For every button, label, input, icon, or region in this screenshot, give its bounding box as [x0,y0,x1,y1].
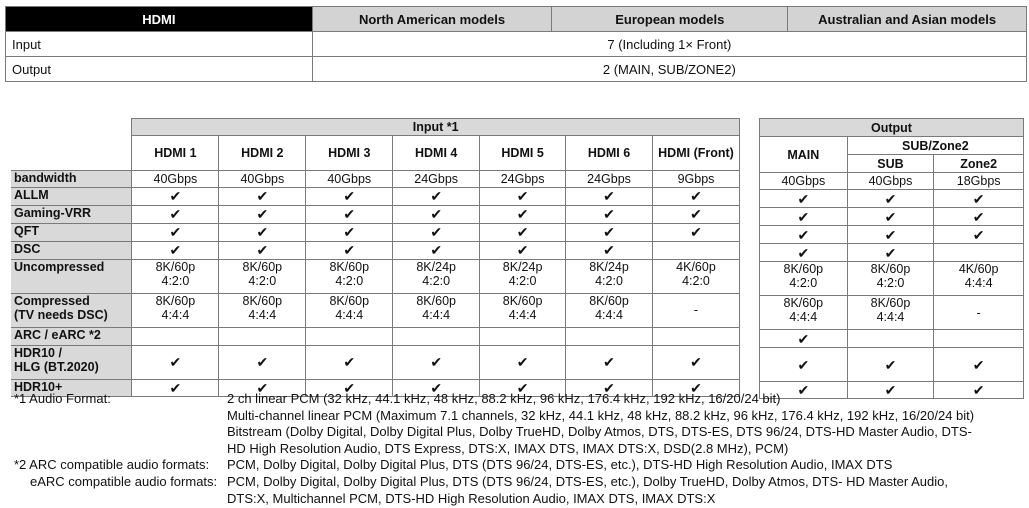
footnote-text [227,474,1027,507]
check-icon: ✔ [934,382,1024,399]
check-icon: ✔ [306,379,393,396]
input-cell: 40Gbps [219,170,306,187]
check-icon: ✔ [652,187,739,205]
input-cell: - [652,293,739,327]
footnote-key: *1 Audio Format: [14,391,111,406]
input-spec-table [11,118,740,397]
check-icon: ✔ [393,187,480,205]
input-cell: 8K/24p 4:2:0 [480,259,566,293]
check-icon: ✔ [652,223,739,241]
check-icon: ✔ [760,190,848,208]
corner-blank [11,136,132,171]
input-cell: 8K/24p 4:2:0 [393,259,480,293]
footnote-line: DTS:X, Multichannel PCM, DTS-HD High Resolution Audio, IMAX DTS, IMAX DTS:X [227,490,716,506]
summary-value-input: 7 (Including 1× Front) [312,32,1026,57]
input-cell: 24Gbps [393,170,480,187]
hdmi-summary-table [5,6,1027,82]
output-cell: 8K/60p 4:4:4 [760,296,848,330]
input-column-header: HDMI 5 [480,136,566,171]
check-icon: ✔ [760,382,848,399]
input-cell: 8K/60p 4:2:0 [306,259,393,293]
row-label: bandwidth [11,170,132,187]
output-subzone-header: SUB/Zone2 [847,137,1023,155]
output-data-row [760,226,1024,244]
input-group-label: Input *1 [132,119,740,136]
check-icon: ✔ [393,379,480,396]
input-columns-header-row [11,136,740,171]
output-data-row [760,208,1024,226]
footnote-line: Multi-channel linear PCM (Maximum 7.1 channels, 32 kHz, 44.1 kHz, 48 kHz, 88.2 kHz, 96 kHz, 176.4 kHz, 192 kHz, 16/20/24 bit) [227,407,975,423]
row-label: QFT [11,223,132,241]
check-icon: ✔ [132,345,219,379]
check-icon: ✔ [219,241,306,259]
check-icon: ✔ [480,223,566,241]
footnote-line: Bitstream (Dolby Digital, Dolby Digital Plus, Dolby TrueHD, Dolby Atmos, DTS, DTS-ES, DTS 96/24, DTS-HD Master Audio, DTS- [227,424,972,440]
input-cell: 24Gbps [480,170,566,187]
footnote-line: HD High Resolution Audio, DTS Express, DTS:X, IMAX DTS, IMAX DTS:X, DSD(2.8 MHz), PCM) [227,440,789,456]
check-icon: ✔ [393,241,480,259]
check-icon: ✔ [132,223,219,241]
footnotes [0,391,1029,507]
input-cell [306,327,393,345]
summary-label-output: Output [6,57,313,82]
check-icon: ✔ [219,379,306,396]
output-data-row [760,330,1024,348]
footnote-key: eARC compatible audio formats: [30,473,218,489]
output-sub-header: SUB [847,155,934,173]
output-spec-table [759,118,1024,399]
check-icon: ✔ [566,223,653,241]
check-icon: ✔ [132,187,219,205]
check-icon: ✔ [306,345,393,379]
output-cell: 8K/60p 4:4:4 [847,296,934,330]
output-cell: 4K/60p 4:4:4 [934,262,1024,296]
input-cell: 8K/24p 4:2:0 [566,259,653,293]
input-data-row [11,327,740,345]
input-cell [393,327,480,345]
output-subgroup-row [760,137,1024,155]
footnote [0,391,1029,457]
row-label: Uncompressed [11,259,132,293]
output-cell [934,244,1024,262]
input-data-row [11,241,740,259]
input-column-header: HDMI (Front) [652,136,739,171]
summary-header-row [6,7,1027,32]
check-icon: ✔ [760,330,848,348]
check-icon: ✔ [566,379,653,396]
input-cell: 40Gbps [306,170,393,187]
input-column-header: HDMI 1 [132,136,219,171]
input-cell: 8K/60p 4:2:0 [132,259,219,293]
check-icon: ✔ [566,241,653,259]
check-icon: ✔ [934,348,1024,382]
check-icon: ✔ [393,345,480,379]
input-cell [219,327,306,345]
row-label: ALLM [11,187,132,205]
output-cell [847,330,934,348]
input-cell: 4K/60p 4:2:0 [652,259,739,293]
check-icon: ✔ [847,208,934,226]
output-cell: 18Gbps [934,173,1024,190]
row-label: HDR10+ [11,379,132,396]
input-data-row [11,293,740,327]
check-icon: ✔ [847,226,934,244]
output-cell: 8K/60p 4:2:0 [847,262,934,296]
summary-row-input [6,32,1027,57]
footnote-text [227,391,1027,457]
check-icon: ✔ [480,379,566,396]
row-label: DSC [11,241,132,259]
check-icon: ✔ [652,205,739,223]
footnote-line: PCM, Dolby Digital, Dolby Digital Plus, DTS (DTS 96/24, DTS-ES, etc.), Dolby TrueHD, Dolby Atmos, DTS- HD Master Audio, [227,473,948,489]
check-icon: ✔ [847,348,934,382]
input-cell: 8K/60p 4:4:4 [306,293,393,327]
footnote [0,457,1029,474]
summary-row-output [6,57,1027,82]
output-cell: 8K/60p 4:2:0 [760,262,848,296]
output-data-row [760,262,1024,296]
check-icon: ✔ [934,190,1024,208]
input-cell [566,327,653,345]
input-cell: 40Gbps [132,170,219,187]
output-main-header: MAIN [760,137,848,173]
check-icon: ✔ [219,205,306,223]
check-icon: ✔ [219,223,306,241]
check-icon: ✔ [132,241,219,259]
input-data-row [11,170,740,187]
summary-header-hdmi: HDMI [6,7,313,32]
check-icon: ✔ [306,187,393,205]
check-icon: ✔ [760,226,848,244]
check-icon: ✔ [393,223,480,241]
check-icon: ✔ [132,205,219,223]
footnote [0,474,1029,507]
input-column-header: HDMI 4 [393,136,480,171]
input-data-row [11,345,740,379]
row-label: HDR10 / HLG (BT.2020) [11,345,132,379]
input-data-row [11,259,740,293]
check-icon: ✔ [847,382,934,399]
check-icon: ✔ [306,241,393,259]
summary-label-input: Input [6,32,313,57]
input-cell [652,327,739,345]
input-data-row [11,205,740,223]
check-icon: ✔ [480,187,566,205]
input-cell: 8K/60p 4:2:0 [219,259,306,293]
corner-blank [11,119,132,136]
input-column-header: HDMI 2 [219,136,306,171]
check-icon: ✔ [480,345,566,379]
footnote-text [227,457,1027,474]
check-icon: ✔ [219,345,306,379]
summary-header-australia-asia: Australian and Asian models [788,7,1027,32]
check-icon: ✔ [652,379,739,396]
input-cell: 8K/60p 4:4:4 [132,293,219,327]
output-data-row [760,244,1024,262]
output-data-row [760,173,1024,190]
summary-header-north-america: North American models [312,7,552,32]
input-data-row [11,187,740,205]
output-cell [934,330,1024,348]
output-data-row [760,190,1024,208]
check-icon: ✔ [566,205,653,223]
output-group-label: Output [760,119,1024,137]
check-icon: ✔ [132,379,219,396]
check-icon: ✔ [566,187,653,205]
check-icon: ✔ [393,205,480,223]
input-cell: 8K/60p 4:4:4 [566,293,653,327]
output-cell: - [934,296,1024,330]
row-label: Compressed (TV needs DSC) [11,293,132,327]
output-group-header-row [760,119,1024,137]
check-icon: ✔ [306,223,393,241]
check-icon: ✔ [566,345,653,379]
footnote-key: *2 ARC compatible audio formats: [14,457,210,473]
output-data-row [760,348,1024,382]
summary-value-output: 2 (MAIN, SUB/ZONE2) [312,57,1026,82]
check-icon: ✔ [480,205,566,223]
input-column-header: HDMI 6 [566,136,653,171]
check-icon: ✔ [847,244,934,262]
output-data-row [760,296,1024,330]
check-icon: ✔ [219,187,306,205]
input-cell: 8K/60p 4:4:4 [393,293,480,327]
row-label: Gaming-VRR [11,205,132,223]
input-column-header: HDMI 3 [306,136,393,171]
input-cell: 9Gbps [652,170,739,187]
input-cell [652,241,739,259]
row-label: ARC / eARC *2 [11,327,132,345]
check-icon: ✔ [934,226,1024,244]
footnote-line: 2 ch linear PCM (32 kHz, 44.1 kHz, 48 kHz, 88.2 kHz, 96 kHz, 176.4 kHz, 192 kHz, 16/20/24 bit) [227,391,781,406]
check-icon: ✔ [480,241,566,259]
footnote-line: PCM, Dolby Digital, Dolby Digital Plus, DTS (DTS 96/24, DTS-ES, etc.), DTS-HD High Resolution Audio, IMAX DTS [227,457,893,473]
summary-header-europe: European models [552,7,788,32]
check-icon: ✔ [760,244,848,262]
input-cell: 24Gbps [566,170,653,187]
check-icon: ✔ [760,208,848,226]
check-icon: ✔ [847,190,934,208]
check-icon: ✔ [306,205,393,223]
check-icon: ✔ [934,208,1024,226]
input-cell: 8K/60p 4:4:4 [480,293,566,327]
output-zone2-header: Zone2 [934,155,1024,173]
check-icon: ✔ [760,348,848,382]
output-cell: 40Gbps [760,173,848,190]
output-cell: 40Gbps [847,173,934,190]
input-cell: 8K/60p 4:4:4 [219,293,306,327]
input-data-row [11,223,740,241]
check-icon: ✔ [652,345,739,379]
input-cell [132,327,219,345]
input-group-header-row [11,119,740,136]
input-cell [480,327,566,345]
